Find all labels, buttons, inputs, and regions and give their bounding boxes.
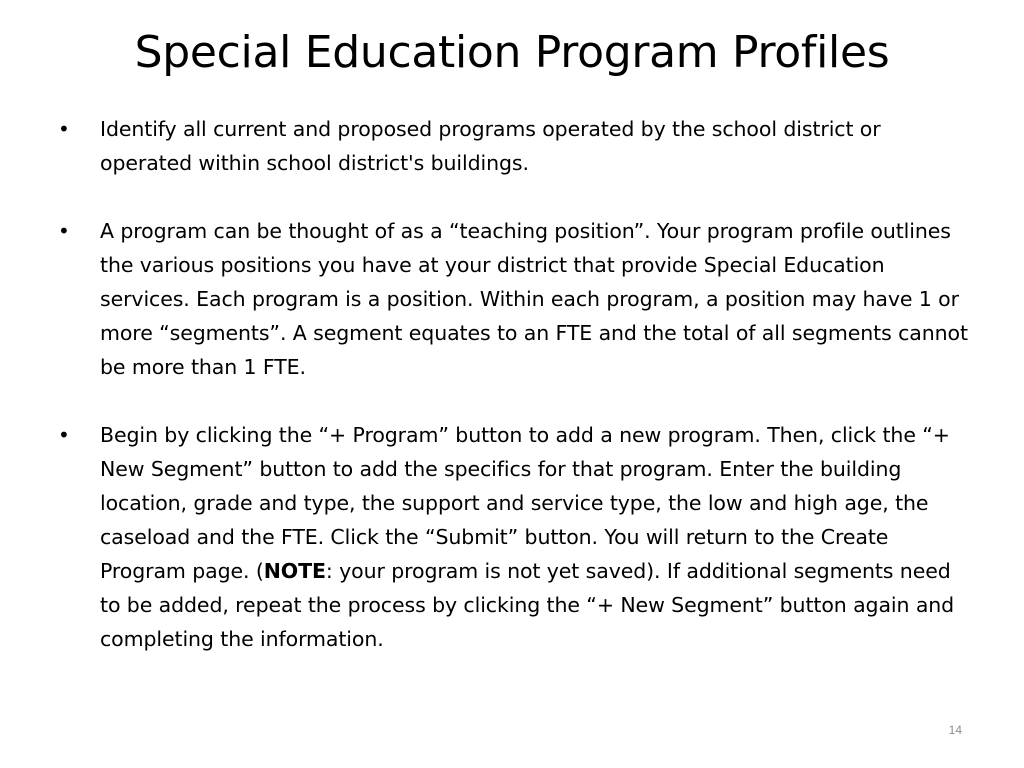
bullet-text-before-note: Begin by clicking the “+ Program” button to add a new program. Then, click the “+ New Segment” button to add the specifics for that program. Enter the building location, grade and type, the support and service type, the low and high age, the caseload and the FTE. Click the “Submit” button. You will return to the Create Program page. (	[100, 423, 950, 583]
note-label: NOTE	[263, 559, 326, 583]
bullet-text-after-note: : your program is not yet saved). If additional segments need to be added, repeat the process by clicking the “+ New Segment” button again and completing the information.	[100, 559, 955, 651]
slide-number: 14	[948, 723, 962, 737]
slide-title: Special Education Program Profiles	[134, 27, 890, 78]
bullet-icon: •	[58, 219, 70, 243]
bullet-list	[58, 112, 968, 656]
bullet-text: A program can be thought of as a “teaching position”. Your program profile outlines the various positions you have at your district that provide Special Education services. Each program is a position. Within each program, a position may have 1 or more “segments”. A segment equates to an FTE and the total of all segments cannot be more than 1 FTE.	[100, 219, 968, 379]
bullet-text: Identify all current and proposed programs operated by the school district or operated within school district's buildings.	[100, 117, 881, 175]
bullet-item-instructions	[58, 418, 968, 656]
bullet-item-identify-programs	[58, 112, 968, 180]
bullet-icon: •	[58, 423, 70, 447]
bullet-icon: •	[58, 117, 70, 141]
bullet-item-program-definition	[58, 214, 968, 384]
